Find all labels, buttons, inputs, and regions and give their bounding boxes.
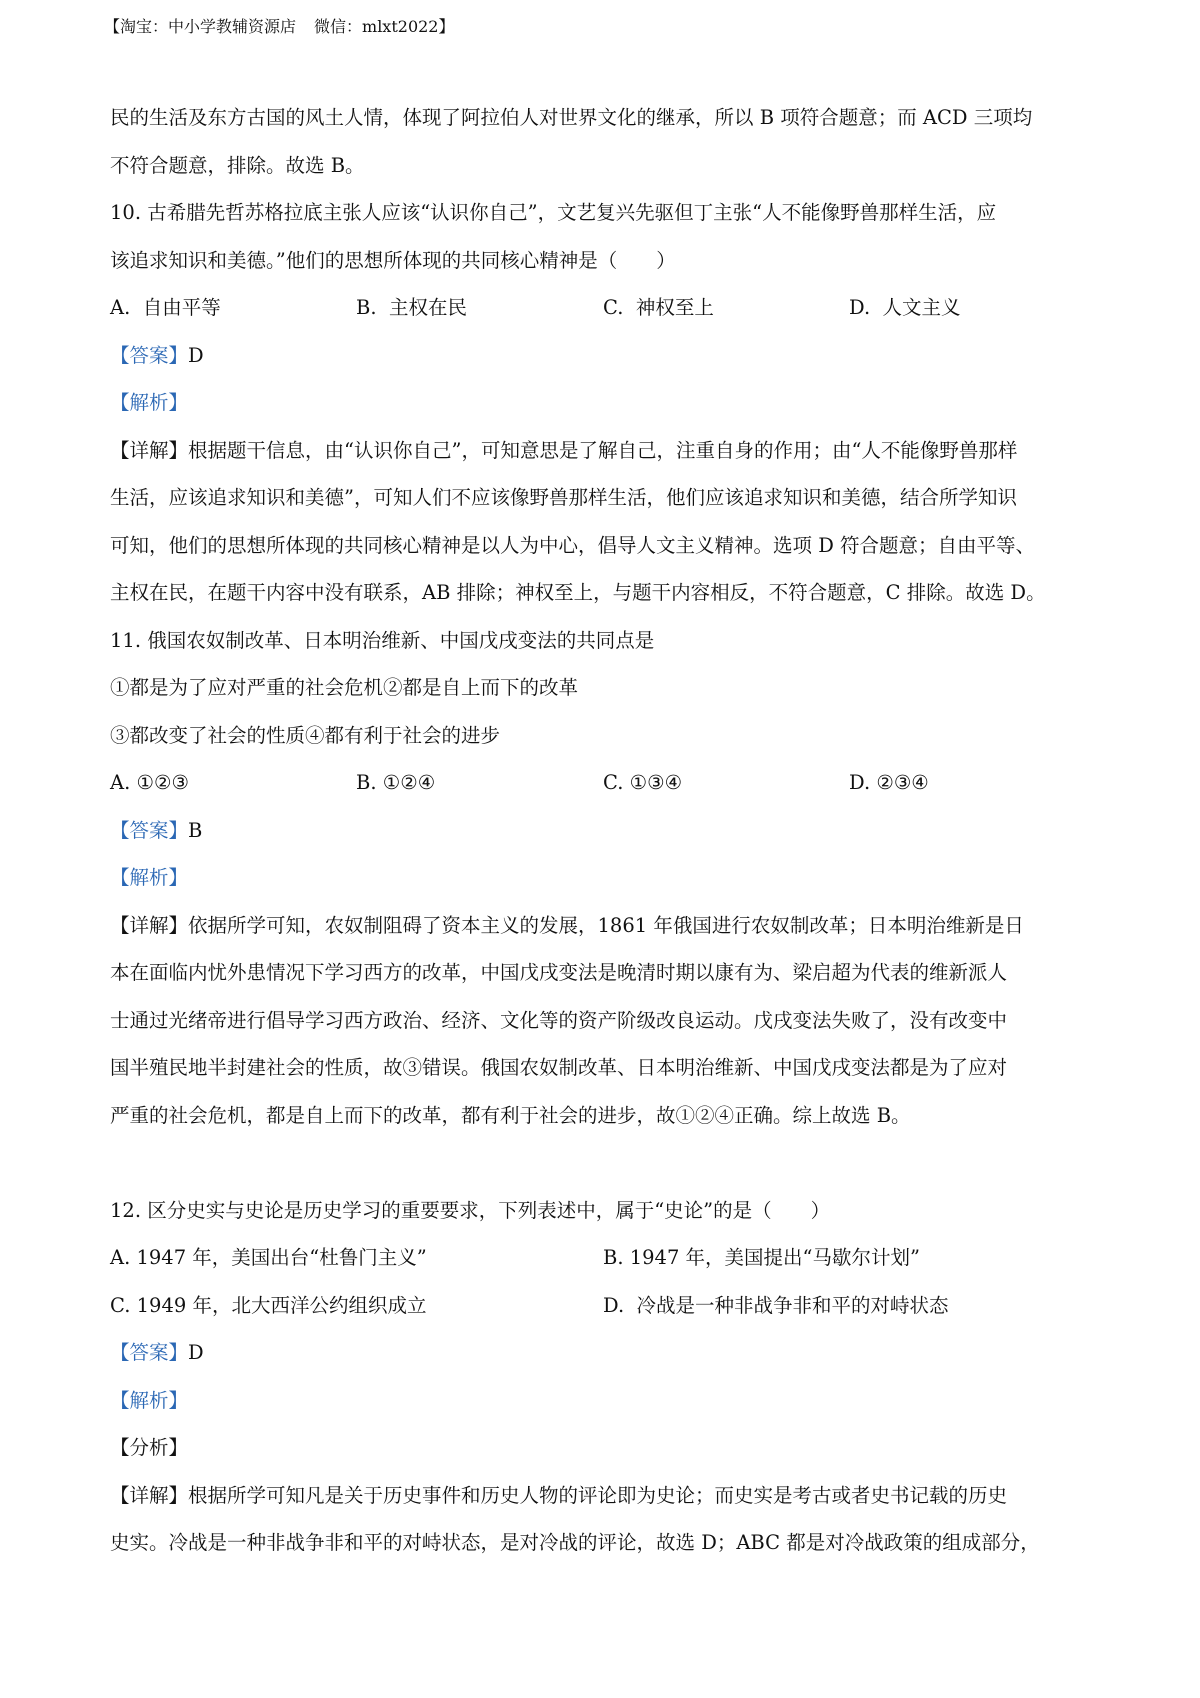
analysis-tag: 【解析】 (110, 1388, 189, 1412)
header-wechat: 微信：mlxt2022】 (314, 17, 455, 36)
prev-explanation-line-1: 民的生活及东方古国的风土人情，体现了阿拉伯人对世界文化的继承，所以 B 项符合题意；而 ACD 三项均 (110, 106, 1033, 129)
option-label: D. (849, 771, 871, 794)
q11-answer (110, 807, 1100, 855)
q12-option-c (110, 1282, 426, 1330)
blank-line (110, 1139, 1100, 1187)
q10-option-b (356, 284, 467, 332)
q10-options (110, 284, 1100, 332)
option-label: B. (603, 1246, 624, 1269)
option-text: 1947 年，美国提出“马歇尔计划” (629, 1246, 920, 1269)
answer-tag: 【答案】 (110, 818, 189, 842)
analysis-tag: 【解析】 (110, 391, 189, 414)
option-label: C. (110, 1293, 131, 1317)
option-text: 1947 年，美国出台“杜鲁门主义” (136, 1246, 427, 1269)
analysis-tag: 【解析】 (110, 866, 189, 889)
q11-detail-line-1 (110, 902, 1100, 950)
q11-option-c (603, 759, 682, 807)
option-label: A. (110, 1246, 131, 1269)
option-label: B. (356, 296, 377, 319)
q12-option-a (110, 1234, 427, 1282)
option-label: A. (110, 771, 131, 794)
analyze-tag: 【分析】 (110, 1436, 189, 1459)
q12-detail-line-2: 史实。冷战是一种非战争非和平的对峙状态，是对冷战的评论，故选 D；ABC 都是对冷战政策的组成部分， (110, 1531, 1040, 1554)
answer-value: D (188, 343, 204, 367)
q11-detail-line-5: 严重的社会危机，都是自上而下的改革，都有利于社会的进步，故①②④正确。综上故选 B。 (110, 1103, 911, 1127)
option-text: 人文主义 (882, 296, 961, 319)
option-text: ①②③ (136, 771, 189, 794)
q12-options-row-1 (110, 1234, 1100, 1282)
q10-detail-line-3: 可知，他们的思想所体现的共同核心精神是以人为中心，倡导人文主义精神。选项 D 符合题意；自由平等、 (110, 533, 1036, 557)
option-text: 1949 年，北大西洋公约组织成立 (136, 1293, 427, 1317)
q11-option-a (110, 759, 189, 807)
q12-options-row-2 (110, 1282, 1100, 1330)
option-label: C. (603, 771, 624, 794)
q11-detail-line-2: 本在面临内忧外患情况下学习西方的改革，中国戊戌变法是晚清时期以康有为、梁启超为代表的维新派人 (110, 961, 1008, 984)
q11-detail-line-4: 国半殖民地半封建社会的性质，故③错误。俄国农奴制改革、日本明治维新、中国戊戌变法都是为了应对 (110, 1056, 1008, 1079)
prev-explanation-line-2: 不符合题意，排除。故选 B。 (110, 153, 365, 177)
q11-detail-line-3: 士通过光绪帝进行倡导学习西方政治、经济、文化等的资产阶级改良运动。戊戌变法失败了，没有改变中 (110, 1008, 1008, 1032)
q11-option-d (849, 759, 929, 807)
q12-analysis (110, 1377, 1100, 1425)
q11-options (110, 759, 1100, 807)
q10-answer (110, 332, 1100, 380)
q11-stem-line-2: ①都是为了应对严重的社会危机②都是自上而下的改革 (110, 676, 579, 699)
option-label: A. (110, 296, 131, 319)
q10-option-a (110, 284, 221, 332)
header-watermark (104, 16, 454, 38)
q11-stem-line-1: 11. 俄国农奴制改革、日本明治维新、中国戊戌变法的共同点是 (110, 628, 655, 652)
answer-tag: 【答案】 (110, 343, 189, 367)
answer-value: B (188, 818, 203, 842)
q11-stem-line-3: ③都改变了社会的性质④都有利于社会的进步 (110, 723, 501, 747)
detail-tag: 【详解】 (110, 1483, 189, 1507)
option-label: D. (603, 1293, 625, 1317)
q12-analyze (110, 1424, 1100, 1472)
option-text: ①②④ (382, 771, 436, 794)
q10-option-c (603, 284, 714, 332)
q10-detail-line-1 (110, 427, 1100, 475)
q10-detail-line-4: 主权在民，在题干内容中没有联系，AB 排除；神权至上，与题干内容相反，不符合题意，C 排除。故选 D。 (110, 581, 1046, 604)
detail-tag: 【详解】 (110, 438, 189, 462)
header-shop: 【淘宝：中小学教辅资源店 (104, 17, 297, 36)
q10-analysis (110, 379, 1100, 427)
option-label: D. (849, 296, 871, 319)
option-label: C. (603, 296, 624, 319)
q12-answer (110, 1329, 1100, 1377)
q12-stem-line-1: 12. 区分史实与史论是历史学习的重要要求，下列表述中，属于“史论”的是（ ） (110, 1198, 831, 1222)
document-body (110, 94, 1100, 1567)
q12-option-d (603, 1282, 949, 1330)
detail-text: 依据所学可知，农奴制阻碍了资本主义的发展，1861 年俄国进行农奴制改革；日本明治维新是日 (188, 913, 1024, 937)
option-text: ①③④ (629, 771, 683, 794)
q10-stem-line-1: 10. 古希腊先哲苏格拉底主张人应该“认识你自己”，文艺复兴先驱但丁主张“人不能像野兽那样生活，应 (110, 201, 997, 224)
option-text: 冷战是一种非战争非和平的对峙状态 (636, 1293, 949, 1317)
q12-detail-line-1 (110, 1472, 1100, 1520)
option-text: 自由平等 (142, 296, 221, 319)
option-text: 神权至上 (635, 296, 714, 319)
option-label: B. (356, 771, 377, 794)
detail-text: 根据题干信息，由“认识你自己”，可知意思是了解自己，注重自身的作用；由“人不能像野兽那样 (188, 438, 1018, 462)
q10-detail-line-2: 生活，应该追求知识和美德”，可知人们不应该像野兽那样生活，他们应该追求知识和美德，结合所学知识 (110, 486, 1017, 509)
option-text: ②③④ (876, 771, 929, 794)
q11-option-b (356, 759, 435, 807)
option-text: 主权在民 (388, 296, 467, 319)
q11-analysis (110, 854, 1100, 902)
q12-option-b (603, 1234, 920, 1282)
answer-value: D (188, 1341, 204, 1364)
detail-tag: 【详解】 (110, 913, 189, 937)
answer-tag: 【答案】 (110, 1341, 189, 1364)
q10-stem-line-2: 该追求知识和美德。”他们的思想所体现的共同核心精神是（ ） (110, 248, 676, 272)
q10-option-d (849, 284, 961, 332)
detail-text: 根据所学可知凡是关于历史事件和历史人物的评论即为史论；而史实是考古或者史书记载的历史 (188, 1483, 1008, 1507)
